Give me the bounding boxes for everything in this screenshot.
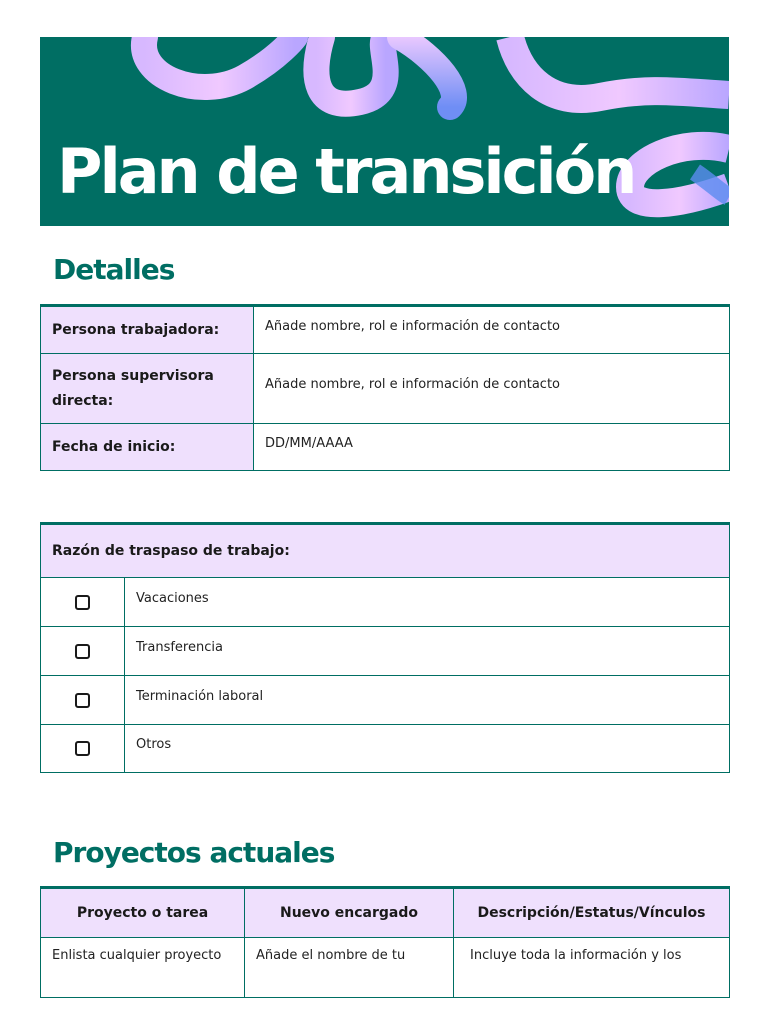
supervisor-label: Persona supervisora directa: [41,354,254,424]
transferencia-label: Transferencia [136,639,223,655]
details-row [41,306,730,354]
reason-option-row [41,725,730,773]
project-cell[interactable]: Enlista cualquier proyecto [41,938,245,998]
start-date-value-text: DD/MM/AAAA [265,435,353,451]
terminacion-checkbox[interactable] [75,693,90,708]
details-row [41,354,730,424]
otros-label: Otros [136,737,172,752]
column-header-owner: Nuevo encargado [245,888,454,938]
table-row [41,938,730,998]
start-date-value[interactable] [254,424,730,471]
supervisor-value-text: Añade nombre, rol e información de contacto [265,377,560,392]
reason-option-row [41,627,730,676]
column-header-description: Descripción/Estatus/Vínculos [454,888,730,938]
details-row [41,424,730,471]
worker-label: Persona trabajadora: [41,306,254,354]
start-date-label: Fecha de inicio: [41,424,254,471]
page-title: Plan de transición [57,135,635,208]
reason-table [40,522,730,773]
projects-table [40,886,730,998]
column-header-project: Proyecto o tarea [41,888,245,938]
title-banner [40,37,729,226]
reason-option [125,725,730,773]
projects-heading: Proyectos actuales [53,836,335,869]
reason-option [125,627,730,676]
reason-option-row [41,578,730,627]
reason-option [125,578,730,627]
reason-heading: Razón de traspaso de trabajo: [41,524,730,578]
details-table [40,304,730,471]
description-cell[interactable]: Incluye toda la información y los [454,938,730,998]
otros-checkbox[interactable] [75,741,90,756]
reason-checkbox-cell [41,578,125,627]
reason-option [125,676,730,725]
transferencia-checkbox[interactable] [75,644,90,659]
projects-header-row [41,888,730,938]
owner-cell[interactable]: Añade el nombre de tu [245,938,454,998]
reason-checkbox-cell [41,627,125,676]
vacaciones-label: Vacaciones [136,590,209,606]
worker-value[interactable] [254,306,730,354]
reason-option-row [41,676,730,725]
terminacion-label: Terminación laboral [136,688,264,704]
details-heading: Detalles [53,253,175,286]
vacaciones-checkbox[interactable] [75,595,90,610]
reason-checkbox-cell [41,676,125,725]
reason-checkbox-cell [41,725,125,773]
supervisor-value[interactable] [254,354,730,424]
worker-value-text: Añade nombre, rol e información de contacto [265,318,560,334]
